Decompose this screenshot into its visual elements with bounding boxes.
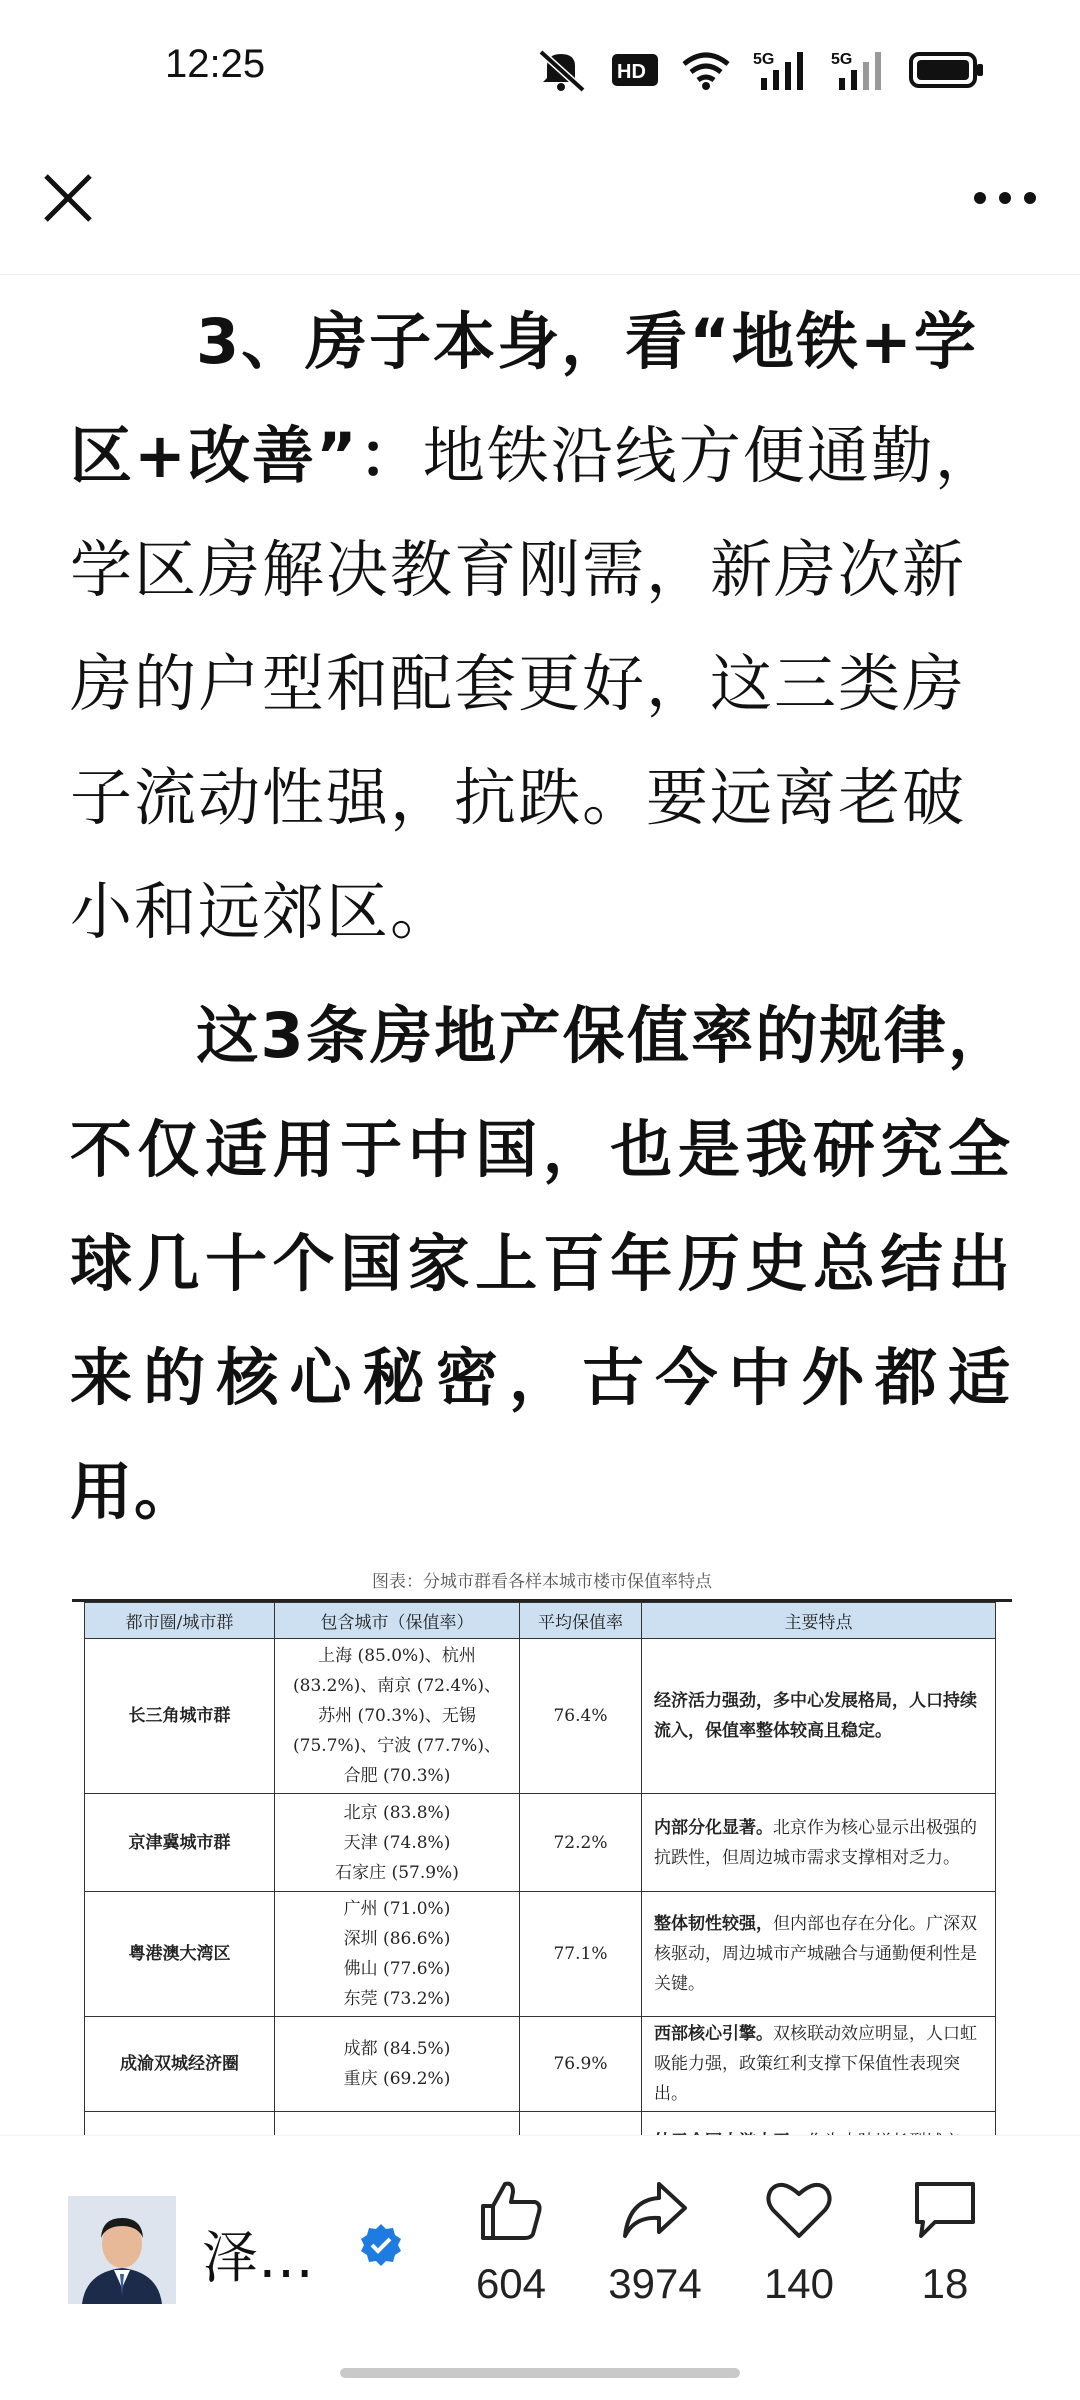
like-count: 604 — [475, 2260, 547, 2307]
like-button[interactable] — [436, 2178, 586, 2308]
city-line: (83.2%)、南京 (72.4%)、 — [293, 1676, 501, 1696]
author-avatar[interactable] — [68, 2196, 176, 2304]
feature-cell — [642, 1794, 996, 1892]
feature-cell — [642, 1639, 996, 1794]
table-row — [85, 1794, 996, 1892]
article-paragraph-1 — [70, 285, 1012, 969]
status-time: 12:25 — [165, 42, 266, 86]
comment-button[interactable] — [870, 2178, 1020, 2308]
author-name[interactable]: 泽… — [202, 2226, 314, 2291]
region-cell: 长三角城市群 — [85, 1639, 275, 1794]
verified-badge-icon — [358, 2222, 404, 2268]
svg-text:5G: 5G — [831, 51, 853, 68]
signal-icon-2 — [831, 48, 887, 92]
article-paragraph-2 — [70, 979, 1012, 1549]
city-line: 东莞 (73.2%) — [343, 1989, 451, 2009]
cities-cell — [275, 2017, 520, 2112]
city-line: 上海 (85.0%)、杭州 — [318, 1646, 476, 1666]
close-icon — [38, 168, 98, 228]
heart-icon — [765, 2178, 833, 2242]
region-cell: 京津冀城市群 — [85, 1794, 275, 1892]
header-region: 都市圈/城市群 — [85, 1603, 275, 1639]
share-button[interactable] — [580, 2178, 730, 2308]
rate-cell: 76.4% — [520, 1639, 642, 1794]
signal-icon-1 — [753, 48, 809, 92]
svg-text:5G: 5G — [753, 51, 775, 68]
bottom-action-bar — [0, 2135, 1080, 2400]
paragraph-1-body: 地铁沿线方便通勤，学区房解决教育刚需，新房次新房的户型和配套更好，这三类房子流动性强，抗跌。要远离老破小和远郊区。 — [70, 419, 999, 948]
city-line: (75.7%)、宁波 (77.7%)、 — [293, 1736, 501, 1756]
feature-body: 北京作为核心显示出极强的抗跌性，但周边城市需求支撑相对乏力。 — [654, 1817, 977, 1868]
cities-cell — [275, 1639, 520, 1794]
comment-icon — [911, 2178, 979, 2242]
city-line: 苏州 (70.3%)、无锡 — [318, 1706, 476, 1726]
status-icons — [537, 48, 985, 92]
mute-icon — [537, 48, 589, 92]
table-header-row — [85, 1603, 996, 1639]
city-line: 广州 (71.0%) — [343, 1899, 451, 1919]
city-line: 天津 (74.8%) — [343, 1832, 451, 1853]
thumbs-up-icon — [477, 2178, 545, 2242]
share-icon — [621, 2178, 689, 2242]
paragraph-1-lead: 3、房子本身，看“地铁+学区+改善”： — [70, 305, 978, 492]
feature-lead: 内部分化显著。 — [654, 1817, 773, 1838]
city-line: 成都 (84.5%) — [343, 2039, 451, 2059]
table-row — [85, 1639, 996, 1794]
feature-lead: 经济活力强劲，多中心发展格局，人口持续流入，保值率整体较高且稳定。 — [654, 1691, 977, 1741]
feature-cell — [642, 2017, 996, 2112]
feature-cell — [642, 1892, 996, 2017]
feature-body: 但内部也存在分化。广深双核驱动，周边城市产城融合与通勤便利性是关键。 — [654, 1914, 977, 1994]
hd-icon — [611, 50, 659, 90]
rate-cell: 72.2% — [520, 1794, 642, 1892]
table-image[interactable] — [72, 1565, 1012, 2140]
top-nav — [0, 150, 1080, 275]
region-cell: 成渝双城经济圈 — [85, 2017, 275, 2112]
table-row — [85, 1892, 996, 2017]
feature-lead: 整体韧性较强， — [654, 1914, 773, 1934]
more-icon — [970, 178, 1040, 218]
feature-lead: 西部核心引擎。 — [654, 2024, 773, 2044]
city-line: 佛山 (77.6%) — [343, 1959, 451, 1979]
favorite-button[interactable] — [724, 2178, 874, 2308]
cities-cell — [275, 1892, 520, 2017]
wifi-icon — [681, 50, 731, 90]
article-body — [70, 285, 1012, 1549]
comment-count: 18 — [921, 2260, 969, 2307]
favorite-count: 140 — [763, 2260, 835, 2307]
header-features: 主要特点 — [642, 1603, 996, 1639]
city-line: 北京 (83.8%) — [343, 1802, 451, 1823]
rate-cell: 76.9% — [520, 2017, 642, 2112]
cities-cell — [275, 1794, 520, 1892]
header-avg-rate: 平均保值率 — [520, 1603, 642, 1639]
city-value-table — [84, 1602, 996, 2202]
close-button[interactable] — [38, 168, 98, 228]
svg-text:HD: HD — [617, 61, 646, 83]
table-row — [85, 2017, 996, 2112]
avatar-portrait — [68, 2196, 176, 2304]
status-bar — [0, 0, 1080, 150]
share-count: 3974 — [608, 2260, 702, 2307]
city-line: 深圳 (86.6%) — [343, 1929, 451, 1949]
home-indicator[interactable] — [340, 2368, 740, 2378]
city-line: 合肥 (70.3%) — [343, 1766, 451, 1786]
city-line: 重庆 (69.2%) — [343, 2069, 451, 2089]
battery-icon — [909, 50, 985, 90]
rate-cell: 77.1% — [520, 1892, 642, 2017]
city-line: 石家庄 (57.9%) — [335, 1862, 459, 1883]
more-options-button[interactable] — [970, 178, 1040, 218]
feature-body: 双核联动效应明显，人口虹吸能力强，政策红利支撑下保值性表现突出。 — [654, 2024, 977, 2104]
header-cities: 包含城市（保值率） — [275, 1603, 520, 1639]
paragraph-2-text: 这3条房地产保值率的规律，不仅适用于中国，也是我研究全球几十个国家上百年历史总结出来的核心秘密，古今中外都适用。 — [70, 999, 1012, 1528]
region-cell: 粤港澳大湾区 — [85, 1892, 275, 2017]
table-caption: 图表：分城市群看各样本城市楼市保值率特点 — [372, 1572, 712, 1592]
